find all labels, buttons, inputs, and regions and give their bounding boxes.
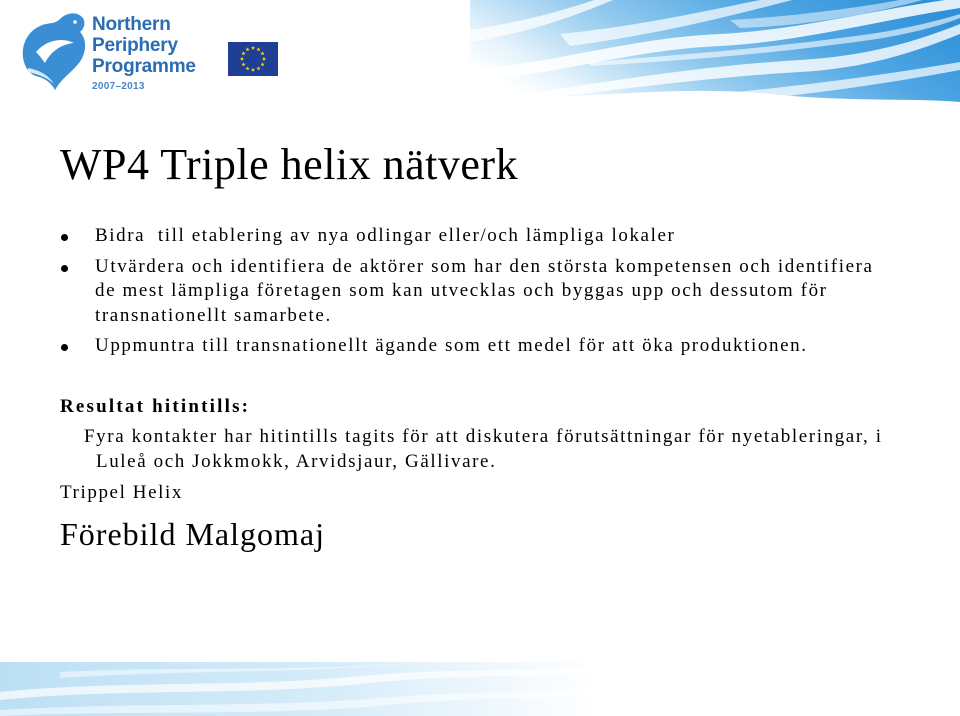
npp-logo [0,0,300,100]
slide-title: WP4 Triple helix nätverk [60,140,519,189]
results-heading: Resultat hitintills: [60,396,251,417]
footer-wave-band [0,662,600,716]
logo-wordmark [92,14,196,93]
bullet-dot [61,265,68,272]
emblem-eye [73,20,77,24]
bullet-text: Bidra till etablering av nya odlingar eller/och lämpliga lokaler [95,225,676,246]
emblem-body [23,13,85,90]
logo-period: 2007–2013 [92,81,145,92]
eu-flag-icon [228,42,278,76]
bullet-list [95,224,885,365]
model-heading: Förebild Malgomaj [60,516,325,552]
results-text: Fyra kontakter har hitintills tagits för att diskutera förutsättningar för nyetableringar, i Luleå och Jokkmokk, Arvidsjaur, Gällivare. [84,426,883,472]
bullet-text: Uppmuntra till transnationellt ägande som ett medel för att öka produktionen. [95,335,808,356]
logo-name-line3: Programme [92,56,196,77]
bullet-dot [61,234,68,241]
bullet-text: Utvärdera och identifiera de aktörer som har den största kompetensen och identifiera de mest lämpliga företagen som kan utvecklas och byggas upp och dessutom för transnationellt samarbete. [95,255,880,326]
logo-name-line2: Periphery [92,35,178,56]
npp-bird-icon [18,10,90,92]
bullet-dot [61,344,68,351]
triple-helix-heading: Trippel Helix [60,482,184,503]
logo-name-line1: Northern [92,14,171,35]
bullet-item [95,334,885,359]
header-wave-banner [470,0,960,108]
bullet-item [95,224,885,249]
bullet-item [95,255,885,329]
